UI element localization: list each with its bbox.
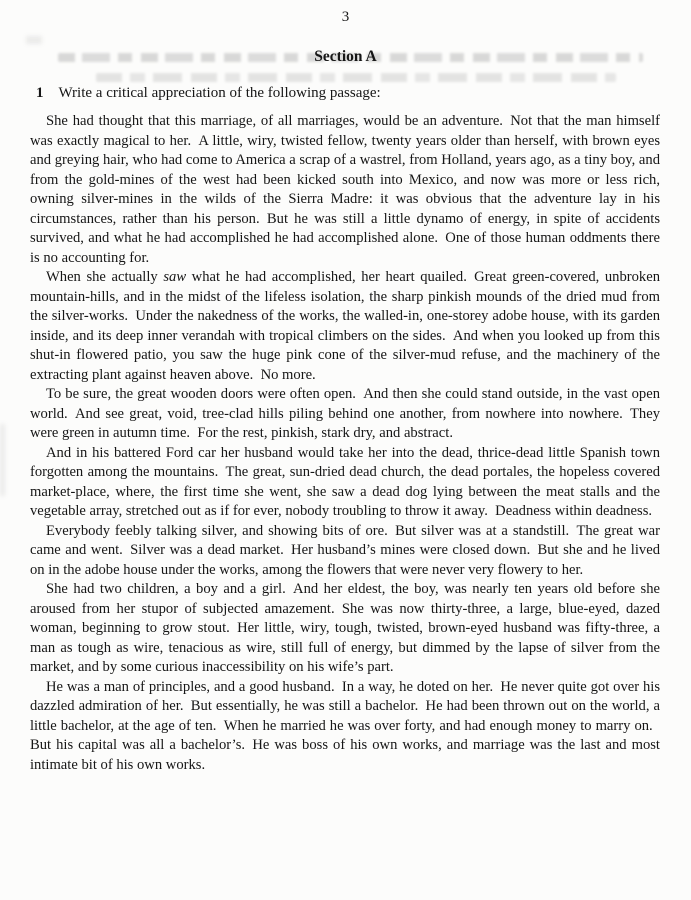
question-prompt: Write a critical appreciation of the following passage: bbox=[58, 85, 381, 101]
question-number: 1 bbox=[36, 85, 44, 101]
showthrough-text-line bbox=[96, 73, 616, 82]
question bbox=[36, 84, 661, 103]
paragraph-2-text-after: what he had accomplished, her heart quailed. Great green-covered, unbroken mountain-hills, and in the midst of the lifeless isolation, the sharp pinkish mounds of the dried mud from the silver-works. Under the nakedness of the works, the walled-in, one-storey adobe house, with its garden inside, and its deep inner verandah with tropical climbers on the sides. And when you looked up from this shut-in flowered patio, you saw the huge pink cone of the silver-mud refuse, and the machinery of the extracting plant against heaven above. No more. bbox=[30, 269, 661, 383]
passage-paragraph-2 bbox=[30, 268, 660, 385]
page-number: 3 bbox=[341, 9, 350, 25]
passage-paragraph-1: She had thought that this marriage, of all marriages, would be an adventure. Not that the man himself was exactly magical to her. A little, wiry, twisted fellow, twenty years older than herself, with brown eyes and greying hair, who had come to America a scrap of a wastrel, from Holland, years ago, as a tiny boy, and from the gold-mines of the west had been kicked south into Mexico, and now was more or less rich, owning silver-mines in the wilds of the Sierra Madre: it was obvious that the adventure lay in his circumstances, rather than his person. But he was still a little dynamo of energy, in spite of accidents survived, and what he had accomplished he had accomplished alone. One of those human oddments there is no accounting for. bbox=[30, 113, 660, 266]
passage-paragraph-7: He was a man of principles, and a good husband. In a way, he doted on her. He never quite got over his dazzled admiration of her. But essentially, he was still a bachelor. He had been thrown out on the world, a little bachelor, at the age of ten. When he married he was over forty, and had enough money to marry on. But his capital was all a bachelor’s. He was boss of his own works, and marriage was the last and most intimate bit of his own works. bbox=[30, 678, 660, 773]
passage-paragraph-6: She had two children, a boy and a girl. And her eldest, the boy, was nearly ten years old before she aroused from her stupor of subjected amazement. She was now thirty-three, a large, blue-eyed, dazed woman, beginning to grow stout. Her little, wiry, tough, twisted, brown-eyed husband was fifty-three, a man as tough as wire, tenacious as wire, still full of energy, but dimmed by the lapse of silver from the market, and by some curious inaccessibility on his wife’s part. bbox=[30, 581, 660, 675]
paragraph-2-text-before: When she actually bbox=[46, 269, 164, 285]
section-heading: Section A bbox=[314, 48, 377, 65]
passage-paragraph-5: Everybody feebly talking silver, and showing bits of ore. But silver was at a standstill. The great war came and went. Silver was a dead market. Her husband’s mines were closed down. But she and he lived on in the adobe house under the works, among the flowers that were never very flowery to her. bbox=[30, 522, 660, 578]
passage-paragraph-3: To be sure, the great wooden doors were often open. And then she could stand outside, in the vast open world. And see great, void, tree-clad hills piling behind one another, from nowhere into nowhere. They were green in autumn time. For the rest, pinkish, stark dry, and abstract. bbox=[30, 386, 660, 441]
passage-paragraph-4: And in his battered Ford car her husband would take her into the dead, thrice-dead little Spanish town forgotten among the mountains. The great, sun-dried dead church, the dead portales, the hopeless covered market-place, where, the first time she went, she saw a dead dog lying between the meat stalls and the vegetable array, stretched out as if for ever, nobody troubling to throw it away. Deadness within deadness. bbox=[30, 444, 660, 519]
passage bbox=[30, 112, 660, 775]
paragraph-2-italic-word: saw bbox=[163, 269, 187, 285]
scan-artifact bbox=[26, 36, 42, 44]
scan-artifact bbox=[0, 424, 5, 496]
